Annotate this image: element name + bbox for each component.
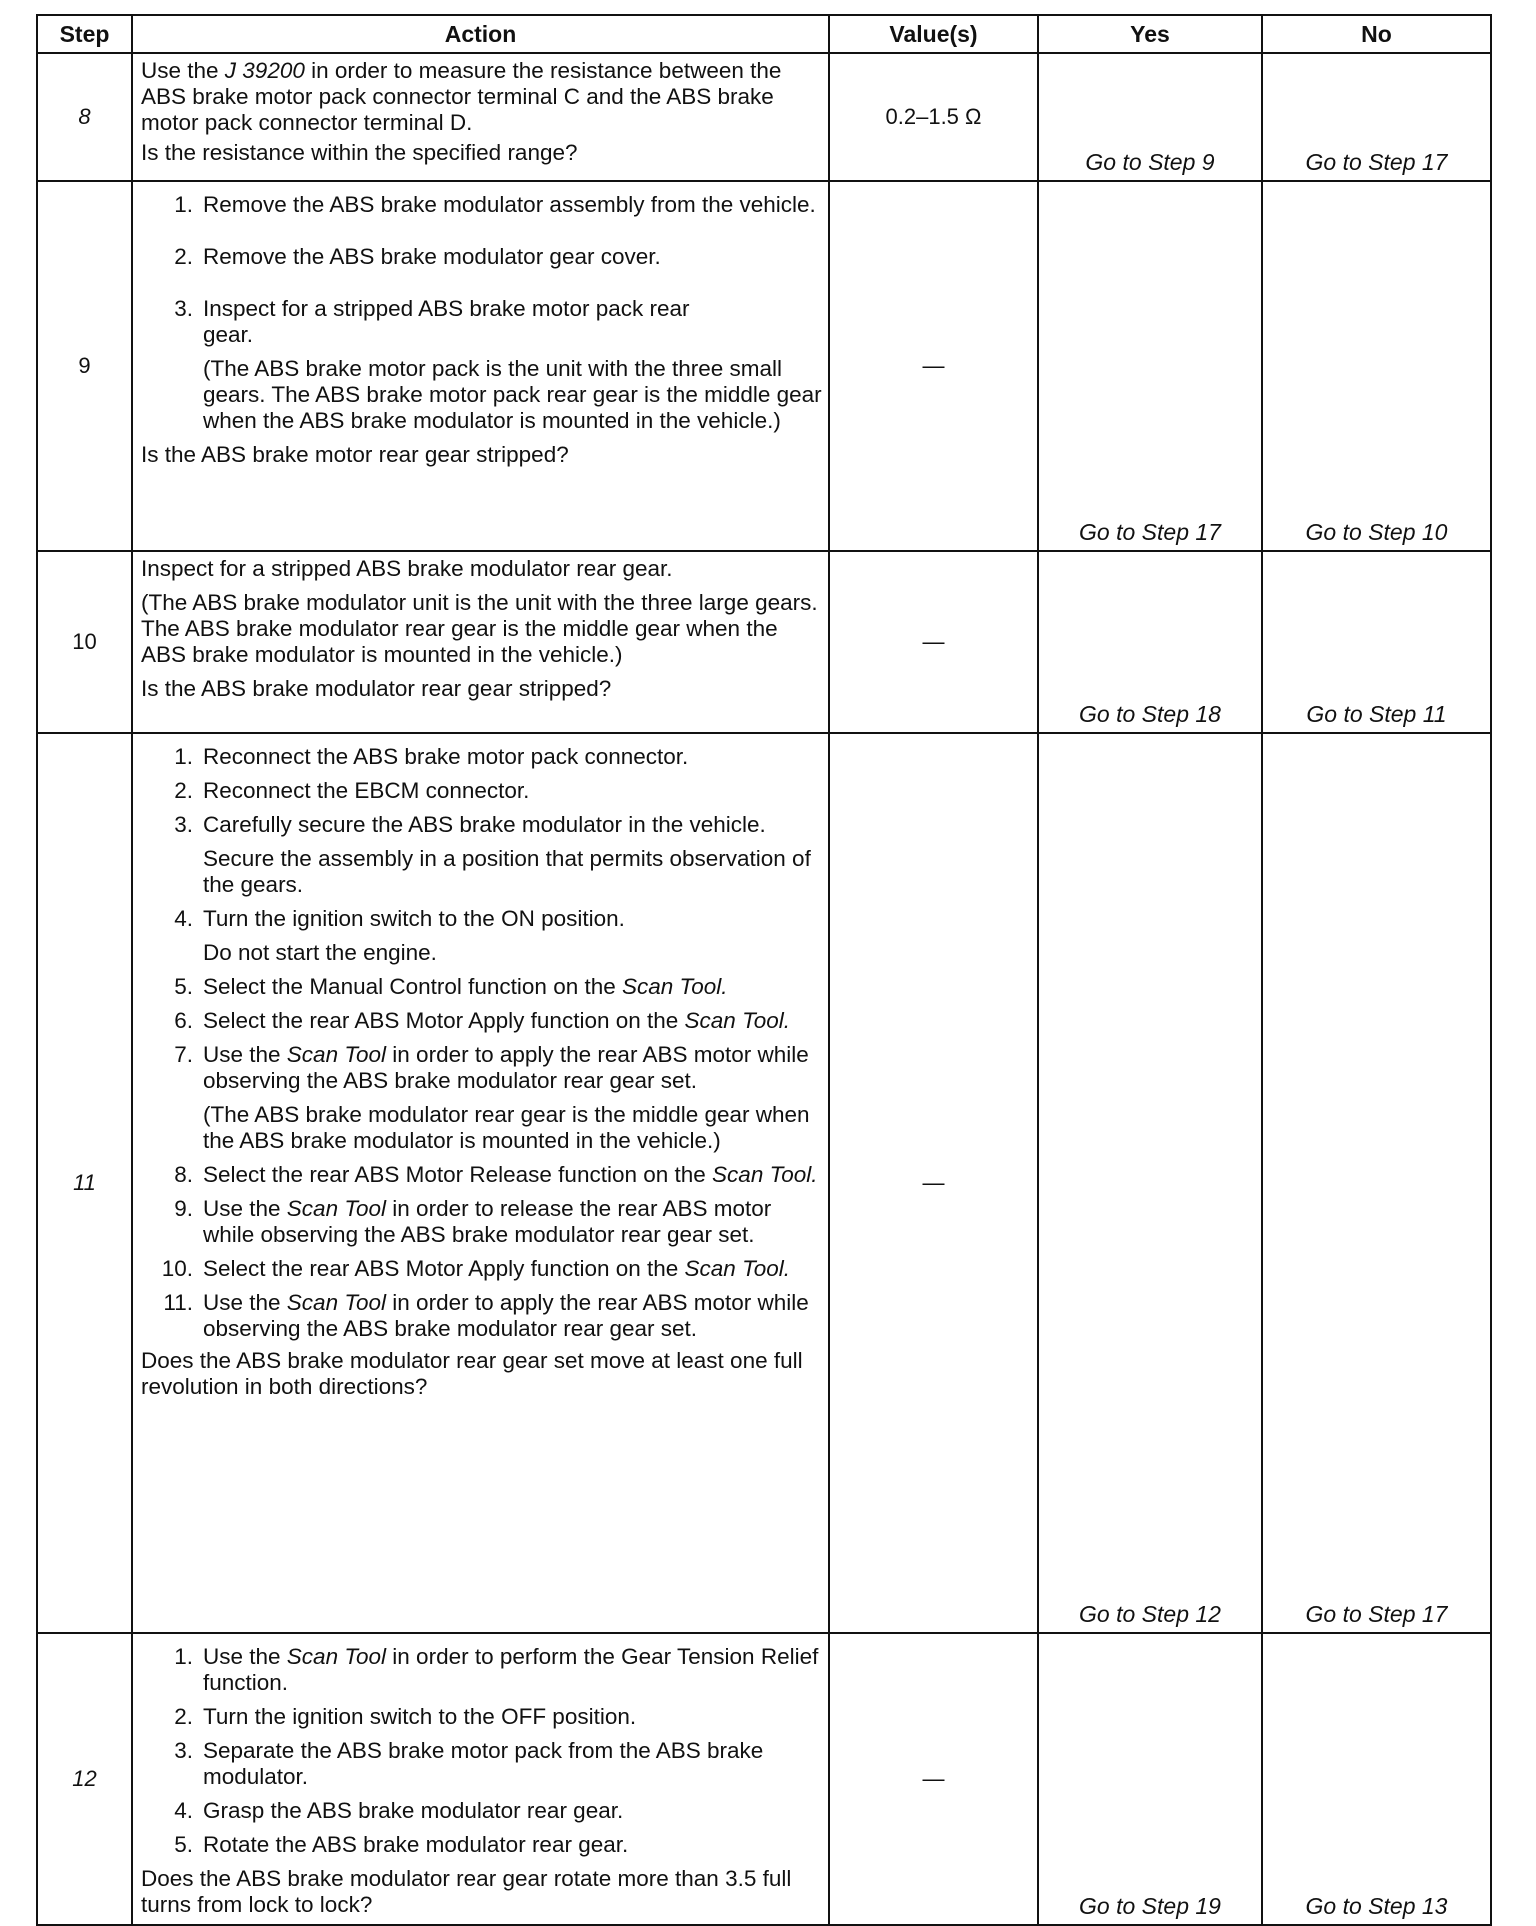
- list-item: [141, 1704, 822, 1730]
- question-text: Is the ABS brake modulator rear gear stripped?: [141, 676, 612, 701]
- table-row-step-8: [37, 53, 1491, 181]
- item-number: 9.: [174, 1196, 193, 1221]
- item-text-part: in order to apply the rear ABS motor while observing the ABS brake modulator rear gear set.: [203, 1290, 809, 1341]
- question-text: Does the ABS brake modulator rear gear rotate more than 3.5 full turns from lock to lock?: [141, 1866, 792, 1917]
- no-result: Go to Step 13: [1262, 1633, 1491, 1925]
- list-item: [141, 1290, 822, 1342]
- diagnostic-table: [36, 14, 1492, 1926]
- list-item: [141, 1256, 822, 1282]
- item-text-part: .: [721, 974, 728, 999]
- item-text: Turn the ignition switch to the ON position.: [203, 906, 625, 931]
- list-item: [141, 1738, 822, 1790]
- yes-result: Go to Step 17: [1038, 181, 1262, 551]
- no-result: Go to Step 10: [1262, 181, 1491, 551]
- item-text: [203, 974, 822, 1000]
- action-cell: [132, 733, 829, 1633]
- value-cell: —: [829, 551, 1038, 733]
- item-number: 2.: [174, 778, 193, 803]
- list-item: [141, 812, 822, 838]
- item-text-part: Select the rear ABS Motor Apply function on the: [203, 1008, 685, 1033]
- list-item: [141, 192, 822, 218]
- question-text: Does the ABS brake modulator rear gear set move at least one full revolution in both directions?: [141, 1348, 803, 1399]
- no-result: Go to Step 11: [1262, 551, 1491, 733]
- item-text: Remove the ABS brake modulator gear cover.: [203, 244, 661, 269]
- list-item: [141, 906, 822, 932]
- tool-reference: Scan Tool: [712, 1162, 812, 1187]
- action-steps-list: [141, 974, 822, 1094]
- list-item: [141, 1196, 822, 1248]
- action-steps-list: [141, 906, 822, 932]
- tool-reference: Scan Tool: [286, 1290, 387, 1315]
- no-result: Go to Step 17: [1262, 733, 1491, 1633]
- action-text-part: in order to measure the resistance between the ABS brake motor pack connector terminal C and the ABS brake motor pack connector terminal D.: [141, 58, 782, 135]
- list-item: [141, 974, 822, 1000]
- item-note: Do not start the engine.: [203, 940, 437, 965]
- item-number: 2.: [174, 1704, 193, 1729]
- list-item: [141, 296, 822, 348]
- item-text: [203, 1290, 822, 1342]
- action-steps-list: [141, 192, 822, 348]
- item-text: [203, 1644, 822, 1696]
- item-text: Carefully secure the ABS brake modulator in the vehicle.: [203, 812, 766, 837]
- item-text-part: Use the: [203, 1644, 287, 1669]
- item-text: [203, 1256, 822, 1282]
- header-yes: Yes: [1038, 15, 1262, 53]
- item-text: Rotate the ABS brake modulator rear gear.: [203, 1832, 629, 1857]
- item-number: 4.: [174, 1798, 193, 1823]
- yes-result: Go to Step 19: [1038, 1633, 1262, 1925]
- tool-reference: Scan Tool: [684, 1256, 784, 1281]
- item-number: 6.: [174, 1008, 193, 1033]
- item-number: 2.: [174, 244, 193, 269]
- header-no: No: [1262, 15, 1491, 53]
- item-number: 5.: [174, 1832, 193, 1857]
- tool-reference: Scan Tool: [286, 1196, 387, 1221]
- question-text: Is the ABS brake motor rear gear stripped?: [141, 442, 569, 467]
- list-item: [141, 1644, 822, 1696]
- item-number: 1.: [174, 1644, 193, 1669]
- value-cell: —: [829, 733, 1038, 1633]
- item-text: [203, 1196, 822, 1248]
- item-number: 3.: [174, 296, 193, 321]
- action-text: Inspect for a stripped ABS brake modulator rear gear.: [141, 556, 673, 581]
- tool-reference: J 39200: [224, 58, 305, 83]
- item-text: [203, 1008, 822, 1034]
- list-item: [141, 1162, 822, 1188]
- action-text-part: Use the: [141, 58, 225, 83]
- action-steps-list: [141, 744, 822, 838]
- no-result: Go to Step 17: [1262, 53, 1491, 181]
- item-text: [203, 1042, 822, 1094]
- action-text: [141, 58, 822, 136]
- item-number: 11.: [163, 1290, 193, 1315]
- item-note: (The ABS brake motor pack is the unit with the three small gears. The ABS brake motor pack rear gear is the middle gear when the ABS brake modulator is mounted in the vehicle.): [203, 356, 822, 433]
- action-steps-list: [141, 1162, 822, 1342]
- item-number: 3.: [174, 1738, 193, 1763]
- item-number: 1.: [174, 192, 193, 217]
- list-item: [141, 744, 822, 770]
- list-item: [141, 778, 822, 804]
- item-number: 8.: [174, 1162, 193, 1187]
- value-cell: —: [829, 1633, 1038, 1925]
- item-text-part: Use the: [203, 1196, 287, 1221]
- item-text: [203, 1162, 822, 1188]
- item-text-part: .: [783, 1256, 791, 1281]
- item-text-part: in order to release the rear ABS motor while observing the ABS brake modulator rear gear set.: [203, 1196, 772, 1247]
- item-text-part: Select the rear ABS Motor Apply function on the: [203, 1256, 685, 1281]
- list-item: [141, 1798, 822, 1824]
- item-number: 5.: [174, 974, 193, 999]
- action-cell: [132, 181, 829, 551]
- step-number: 9: [37, 181, 132, 551]
- diagnostic-table-wrapper: [36, 14, 1490, 1926]
- step-number: 8: [37, 53, 132, 181]
- item-text: Grasp the ABS brake modulator rear gear.: [203, 1798, 624, 1823]
- action-note: (The ABS brake modulator unit is the unit with the three large gears. The ABS brake modulator rear gear is the middle gear when the ABS brake modulator is mounted in the vehicle.): [141, 590, 818, 667]
- action-cell: [132, 1633, 829, 1925]
- header-row: [37, 15, 1491, 53]
- item-text-part: .: [783, 1008, 791, 1033]
- list-item: [141, 244, 822, 270]
- item-text: Remove the ABS brake modulator assembly from the vehicle.: [203, 192, 816, 217]
- item-text-part: Use the: [203, 1290, 287, 1315]
- list-item: [141, 1042, 822, 1094]
- header-action: Action: [132, 15, 829, 53]
- item-text-part: in order to perform the Gear Tension Relief function.: [203, 1644, 819, 1695]
- item-text-part: .: [811, 1162, 818, 1187]
- list-item: [141, 1008, 822, 1034]
- item-number: 1.: [174, 744, 193, 769]
- value-cell: —: [829, 181, 1038, 551]
- action-cell: [132, 551, 829, 733]
- item-text-part: in order to apply the rear ABS motor while observing the ABS brake modulator rear gear set.: [203, 1042, 809, 1093]
- item-note: (The ABS brake modulator rear gear is the middle gear when the ABS brake modulator is mounted in the vehicle.): [203, 1102, 810, 1153]
- yes-result: Go to Step 18: [1038, 551, 1262, 733]
- table-row-step-9: [37, 181, 1491, 551]
- table-row-step-10: [37, 551, 1491, 733]
- header-values: Value(s): [829, 15, 1038, 53]
- yes-result: Go to Step 9: [1038, 53, 1262, 181]
- table-row-step-12: [37, 1633, 1491, 1925]
- list-item: [141, 1832, 822, 1858]
- action-steps-list: [141, 1644, 822, 1858]
- item-text: Turn the ignition switch to the OFF position.: [203, 1704, 637, 1729]
- action-cell: [132, 53, 829, 181]
- item-text-part: Select the rear ABS Motor Release function on the: [203, 1162, 713, 1187]
- tool-reference: Scan Tool: [622, 974, 722, 999]
- step-number: 12: [37, 1633, 132, 1925]
- item-text-part: Select the Manual Control function on the: [203, 974, 623, 999]
- tool-reference: Scan Tool: [286, 1042, 387, 1067]
- tool-reference: Scan Tool: [684, 1008, 784, 1033]
- value-cell: 0.2–1.5 Ω: [829, 53, 1038, 181]
- item-note: Secure the assembly in a position that permits observation of the gears.: [203, 846, 811, 897]
- step-number: 10: [37, 551, 132, 733]
- item-number: 10.: [161, 1256, 193, 1281]
- item-number: 7.: [174, 1042, 193, 1067]
- header-step: Step: [37, 15, 132, 53]
- tool-reference: Scan Tool: [286, 1644, 387, 1669]
- item-number: 3.: [174, 812, 193, 837]
- item-number: 4.: [174, 906, 193, 931]
- item-text: Reconnect the ABS brake motor pack connector.: [203, 744, 689, 769]
- yes-result: Go to Step 12: [1038, 733, 1262, 1633]
- item-text: Inspect for a stripped ABS brake motor pack rear gear.: [203, 296, 690, 347]
- table-row-step-11: [37, 733, 1491, 1633]
- item-text-part: Use the: [203, 1042, 287, 1067]
- step-number: 11: [37, 733, 132, 1633]
- question-text: Is the resistance within the specified range?: [141, 140, 578, 165]
- item-text: Separate the ABS brake motor pack from the ABS brake modulator.: [203, 1738, 764, 1789]
- item-text: Reconnect the EBCM connector.: [203, 778, 530, 803]
